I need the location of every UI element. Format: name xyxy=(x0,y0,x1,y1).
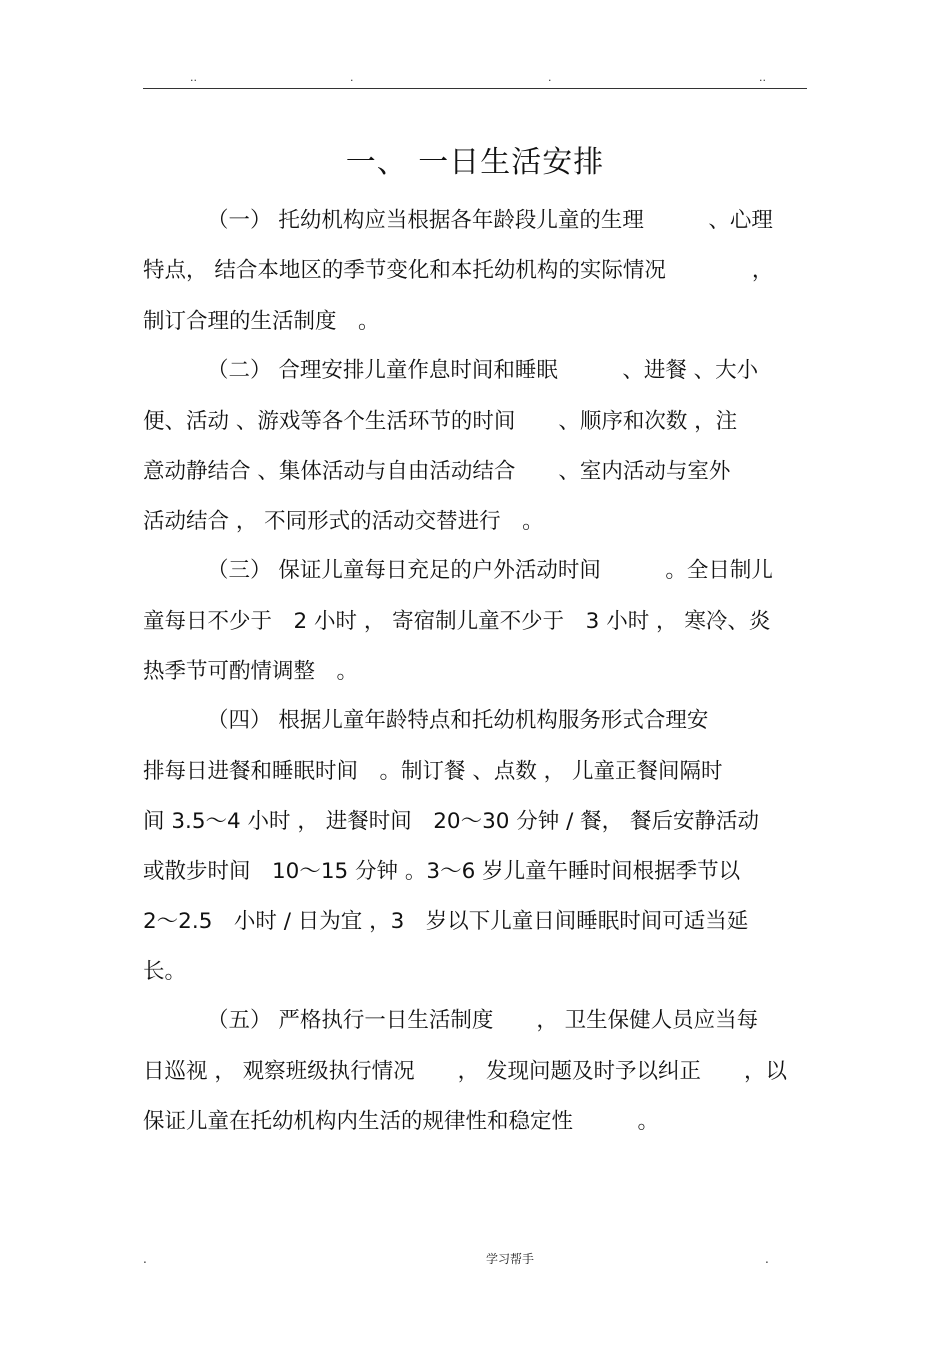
text-line: 2～2.5 小时 / 日为宜 ，3 岁以下儿童日间睡眠时间可适当延 xyxy=(143,909,749,934)
text-line: 活动结合 ， 不同形式的活动交替进行 。 xyxy=(143,509,544,534)
footer-text: 学习帮手 xyxy=(485,1252,534,1266)
header-mark-3: . xyxy=(548,71,552,84)
text-line: （一） 托幼机构应当根据各年龄段儿童的生理 、心理 xyxy=(207,208,773,233)
text-line: （五） 严格执行一日生活制度 ， 卫生保健人员应当每 xyxy=(207,1008,759,1033)
page-title: 一、 一日生活安排 xyxy=(345,145,605,180)
text-line: 或散步时间 10～15 分钟 。3～6 岁儿童午睡时间根据季节以 xyxy=(143,859,741,884)
header-rule xyxy=(143,88,807,89)
text-line: 排每日进餐和睡眠时间 。制订餐 、点数 ， 儿童正餐间隔时 xyxy=(143,759,723,784)
text-line: （二） 合理安排儿童作息时间和睡眠 、进餐 、大小 xyxy=(207,358,759,383)
text-line: 间 3.5～4 小时 ， 进餐时间 20～30 分钟 / 餐， 餐后安静活动 xyxy=(143,809,760,834)
text-line: 特点， 结合本地区的季节变化和本托幼机构的实际情况 ， xyxy=(143,258,774,283)
text-line: 便、活动 、游戏等各个生活环节的时间 、顺序和次数 ，注 xyxy=(143,409,738,434)
text-line: （四） 根据儿童年龄特点和托幼机构服务形式合理安 xyxy=(207,708,709,733)
header-mark-4: .. xyxy=(759,71,766,84)
text-line: 保证儿童在托幼机构内生活的规律性和稳定性 。 xyxy=(143,1109,660,1134)
text-line: 日巡视 ， 观察班级执行情况 ， 发现问题及时予以纠正 ，以 xyxy=(143,1059,788,1084)
text-line: 长。 xyxy=(143,959,187,984)
header-mark-2: . xyxy=(350,71,354,84)
text-line: （三） 保证儿童每日充足的户外活动时间 。全日制儿 xyxy=(207,558,773,583)
text-line: 童每日不少于 2 小时 ， 寄宿制儿童不少于 3 小时 ， 寒冷、炎 xyxy=(143,609,771,634)
header-mark-1: .. xyxy=(190,71,197,84)
text-line: 意动静结合 、集体活动与自由活动结合 、室内活动与室外 xyxy=(143,459,731,484)
text-line: 热季节可酌情调整 。 xyxy=(143,659,359,684)
footer-mark-left: . xyxy=(143,1252,147,1266)
footer-mark-right: . xyxy=(765,1252,769,1266)
text-line: 制订合理的生活制度 。 xyxy=(143,309,380,334)
